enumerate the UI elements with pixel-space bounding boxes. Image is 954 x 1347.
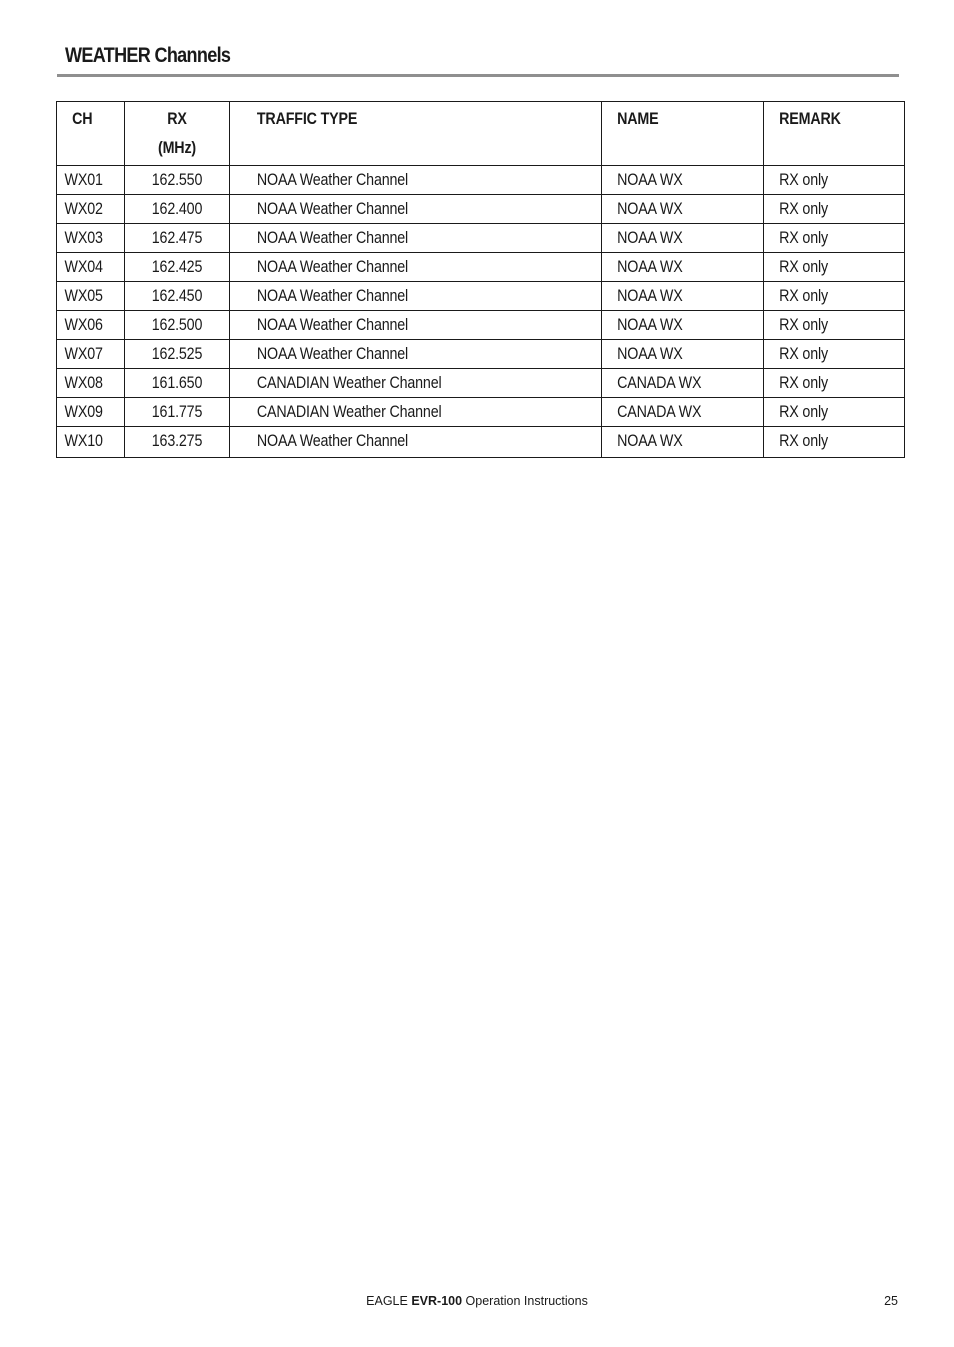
table-row bbox=[57, 311, 905, 340]
cell-ch: WX10 bbox=[57, 427, 125, 458]
cell-rx: 161.650 bbox=[125, 369, 230, 398]
title-divider bbox=[57, 74, 899, 77]
footer-model: EVR-100 bbox=[411, 1294, 463, 1308]
cell-name: NOAA WX bbox=[602, 340, 764, 369]
cell-rx: 162.475 bbox=[125, 224, 230, 253]
table-row bbox=[57, 253, 905, 282]
weather-channels-table bbox=[56, 101, 905, 458]
footer-brand: EAGLE bbox=[366, 1294, 408, 1308]
cell-traffic-type: NOAA Weather Channel bbox=[230, 427, 602, 458]
cell-remark: RX only bbox=[764, 427, 905, 458]
cell-remark: RX only bbox=[764, 311, 905, 340]
cell-traffic-type: CANADIAN Weather Channel bbox=[230, 398, 602, 427]
cell-remark: RX only bbox=[764, 398, 905, 427]
cell-rx: 162.425 bbox=[125, 253, 230, 282]
header-rx-line2: (MHz) bbox=[157, 138, 197, 157]
footer bbox=[0, 1294, 954, 1308]
cell-traffic-type: NOAA Weather Channel bbox=[230, 340, 602, 369]
cell-name: NOAA WX bbox=[602, 166, 764, 195]
cell-name: NOAA WX bbox=[602, 311, 764, 340]
cell-rx: 162.500 bbox=[125, 311, 230, 340]
cell-remark: RX only bbox=[764, 195, 905, 224]
cell-remark: RX only bbox=[764, 340, 905, 369]
cell-ch: WX06 bbox=[57, 311, 125, 340]
table-row bbox=[57, 224, 905, 253]
cell-rx: 161.775 bbox=[125, 398, 230, 427]
cell-ch: WX04 bbox=[57, 253, 125, 282]
cell-traffic-type: NOAA Weather Channel bbox=[230, 311, 602, 340]
cell-remark: RX only bbox=[764, 224, 905, 253]
header-remark: REMARK bbox=[764, 102, 905, 166]
footer-doc-title: Operation Instructions bbox=[465, 1294, 588, 1308]
cell-name: NOAA WX bbox=[602, 253, 764, 282]
header-name: NAME bbox=[602, 102, 764, 166]
cell-rx: 162.525 bbox=[125, 340, 230, 369]
header-ch: CH bbox=[57, 102, 125, 166]
cell-ch: WX07 bbox=[57, 340, 125, 369]
table-row bbox=[57, 195, 905, 224]
cell-name: NOAA WX bbox=[602, 195, 764, 224]
table-row bbox=[57, 340, 905, 369]
cell-remark: RX only bbox=[764, 282, 905, 311]
cell-ch: WX05 bbox=[57, 282, 125, 311]
cell-traffic-type: NOAA Weather Channel bbox=[230, 166, 602, 195]
cell-traffic-type: NOAA Weather Channel bbox=[230, 253, 602, 282]
cell-rx: 163.275 bbox=[125, 427, 230, 458]
page-number: 25 bbox=[884, 1294, 898, 1308]
table-row bbox=[57, 369, 905, 398]
header-rx-line1: RX bbox=[167, 109, 187, 128]
cell-rx: 162.450 bbox=[125, 282, 230, 311]
cell-remark: RX only bbox=[764, 369, 905, 398]
cell-traffic-type: NOAA Weather Channel bbox=[230, 195, 602, 224]
table-row bbox=[57, 398, 905, 427]
cell-name: NOAA WX bbox=[602, 282, 764, 311]
cell-remark: RX only bbox=[764, 253, 905, 282]
cell-ch: WX02 bbox=[57, 195, 125, 224]
cell-traffic-type: CANADIAN Weather Channel bbox=[230, 369, 602, 398]
header-rx bbox=[125, 102, 230, 166]
table-row bbox=[57, 282, 905, 311]
cell-remark: RX only bbox=[764, 166, 905, 195]
cell-ch: WX09 bbox=[57, 398, 125, 427]
table-header-row bbox=[57, 102, 905, 166]
cell-ch: WX03 bbox=[57, 224, 125, 253]
table-row bbox=[57, 427, 905, 458]
cell-name: CANADA WX bbox=[602, 369, 764, 398]
cell-rx: 162.550 bbox=[125, 166, 230, 195]
page-title: WEATHER Channels bbox=[65, 44, 231, 67]
cell-rx: 162.400 bbox=[125, 195, 230, 224]
header-traffic-type: TRAFFIC TYPE bbox=[230, 102, 602, 166]
cell-name: CANADA WX bbox=[602, 398, 764, 427]
table-row bbox=[57, 166, 905, 195]
cell-name: NOAA WX bbox=[602, 427, 764, 458]
cell-ch: WX01 bbox=[57, 166, 125, 195]
cell-ch: WX08 bbox=[57, 369, 125, 398]
cell-traffic-type: NOAA Weather Channel bbox=[230, 282, 602, 311]
cell-name: NOAA WX bbox=[602, 224, 764, 253]
cell-traffic-type: NOAA Weather Channel bbox=[230, 224, 602, 253]
